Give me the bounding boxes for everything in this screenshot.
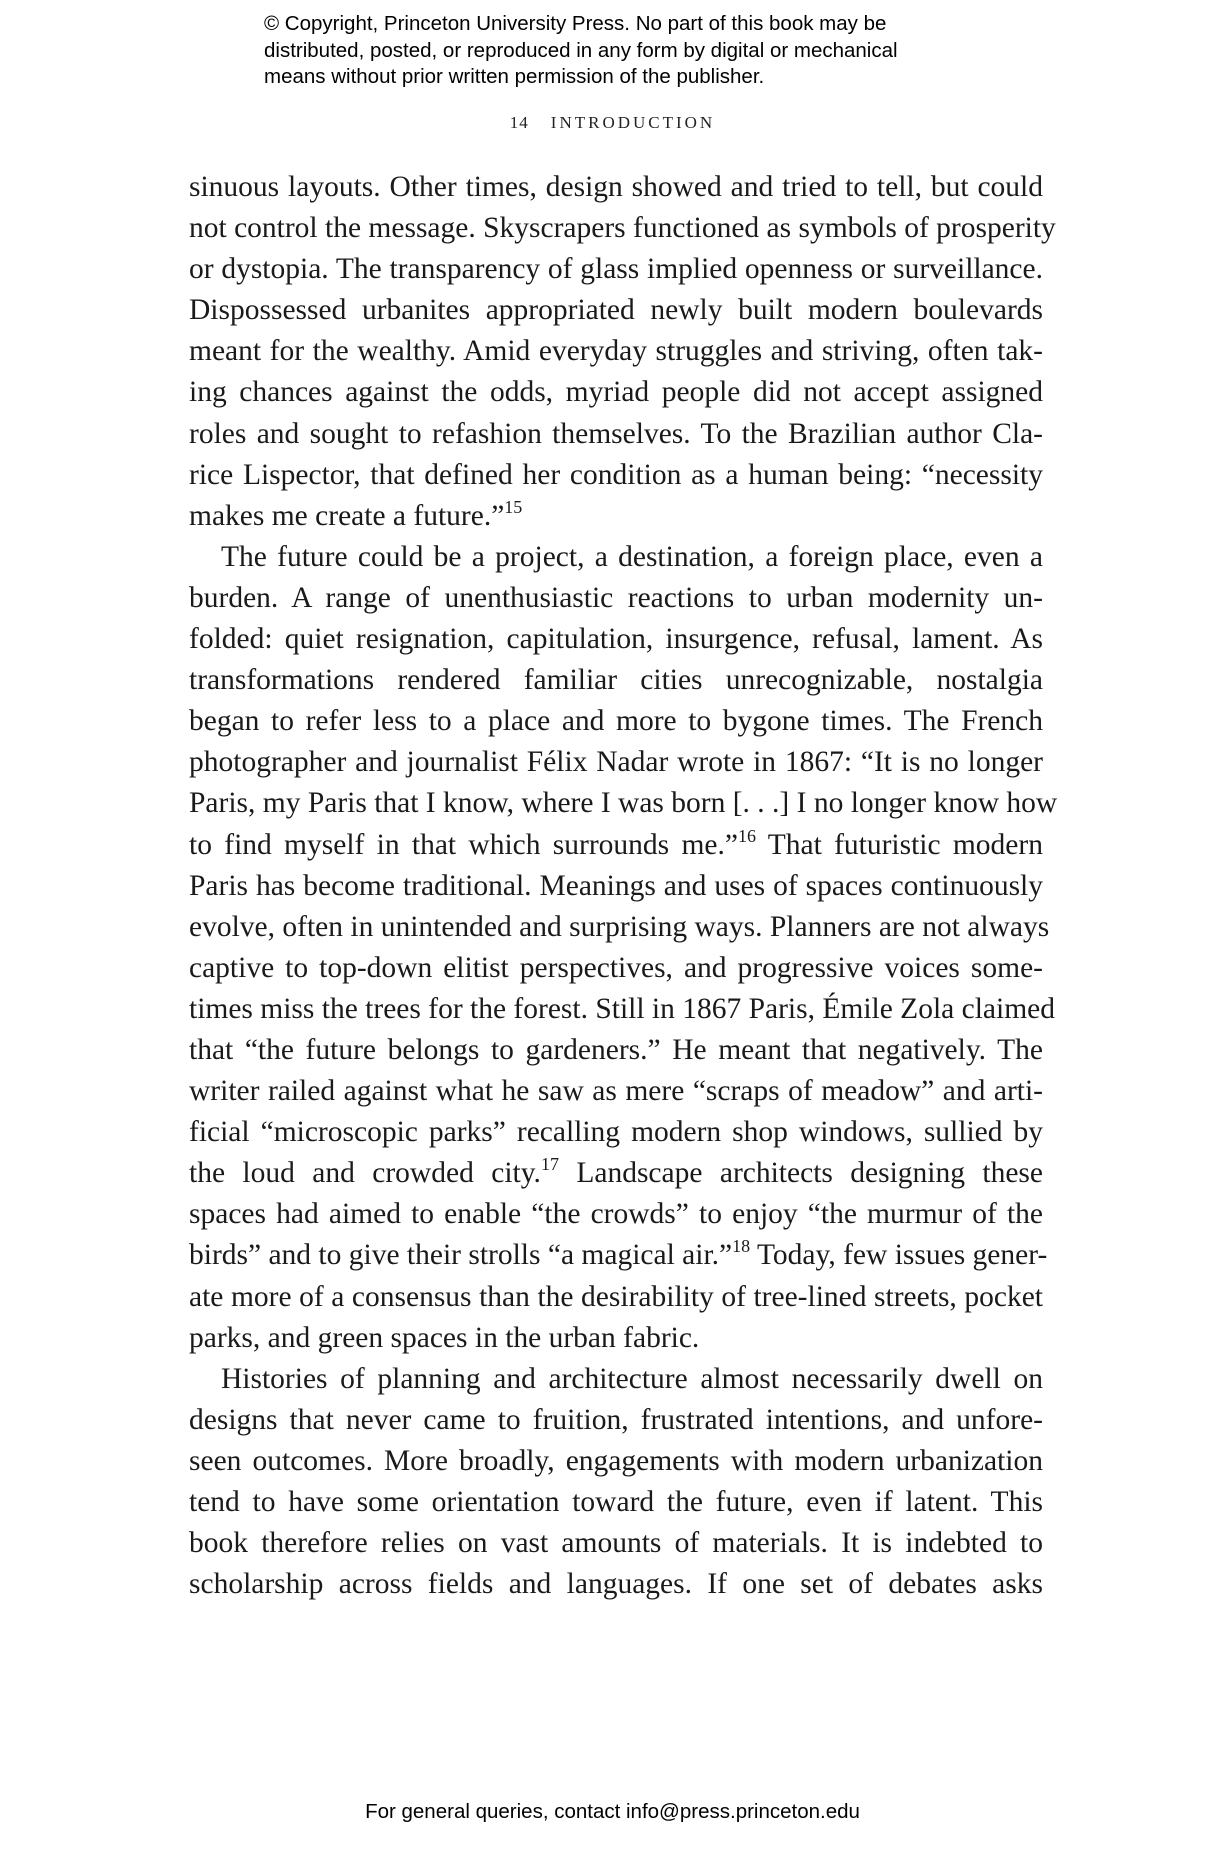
line-text: birds” and to give their strolls “a magical air.” — [189, 1239, 733, 1272]
text-line — [189, 742, 1043, 783]
text-line — [189, 1482, 1043, 1523]
text-line — [189, 1359, 1043, 1400]
line-text-continued: Landscape architects designing these — [558, 1157, 1043, 1190]
line-text: that “the future belongs to gardeners.” He meant that negatively. The — [189, 1033, 1043, 1066]
line-text: or dystopia. The transparency of glass implied openness or surveillance. — [189, 253, 1043, 286]
line-text: meant for the wealthy. Amid everyday struggles and striving, often tak- — [189, 335, 1043, 368]
line-text: burden. A range of unenthusiastic reactions to urban modernity un- — [189, 581, 1043, 614]
footnote-marker: 18 — [732, 1236, 751, 1257]
text-line — [189, 948, 1043, 989]
text-line — [189, 414, 1043, 455]
line-text-continued: That futuristic modern — [755, 828, 1043, 861]
copyright-line: © Copyright, Princeton University Press. No part of this book may be — [264, 12, 887, 35]
text-line — [189, 537, 1043, 578]
text-line — [189, 825, 1043, 866]
line-text: Histories of planning and architecture almost necessarily dwell on — [221, 1362, 1043, 1395]
line-text: ate more of a consensus than the desirability of tree-lined streets, pocket — [189, 1280, 1043, 1313]
text-line — [189, 660, 1043, 701]
text-line — [189, 1235, 1048, 1276]
line-text: tend to have some orientation toward the future, even if latent. This — [189, 1486, 1043, 1518]
line-text: the loud and crowded city. — [189, 1157, 541, 1190]
line-text: to find myself in that which surrounds me.” — [189, 828, 738, 861]
footnote-marker: 17 — [540, 1154, 559, 1175]
line-text: parks, and green spaces in the urban fabric. — [189, 1321, 700, 1354]
text-line — [189, 1441, 1043, 1482]
line-text: writer railed against what he saw as mere “scraps of meadow” and arti- — [189, 1075, 1043, 1108]
section-title: INTRODUCTION — [550, 113, 716, 132]
line-text: Dispossessed urbanites appropriated newly built modern boulevards — [189, 294, 1043, 327]
copyright-notice — [264, 11, 984, 91]
text-line — [189, 290, 1043, 331]
text-line — [189, 1194, 1043, 1235]
text-line — [189, 907, 1050, 948]
line-text: began to refer less to a place and more to bygone times. The French — [189, 705, 1043, 738]
footnote-marker: 15 — [504, 496, 523, 517]
text-line — [189, 249, 1043, 290]
text-line — [189, 167, 1043, 208]
line-text: times miss the trees for the forest. Still in 1867 Paris, Émile Zola claimed — [189, 992, 1055, 1025]
text-line — [189, 1318, 1043, 1359]
text-line — [189, 1277, 1043, 1318]
body-text — [189, 167, 1058, 1605]
copyright-line: distributed, posted, or reproduced in any form by digital or mechanical — [264, 38, 898, 62]
text-line — [189, 1523, 1043, 1564]
page-number: 14 — [509, 113, 529, 132]
line-text: photographer and journalist Félix Nadar wrote in 1867: “It is no longer — [189, 746, 1043, 779]
copyright-line: means without prior written permission of the publisher. — [264, 65, 765, 88]
text-line — [189, 1071, 1043, 1112]
text-line — [189, 372, 1043, 413]
running-head — [0, 113, 1225, 133]
line-text: captive to top-down elitist perspectives, and progressive voices some- — [189, 951, 1043, 984]
text-line — [189, 496, 1043, 537]
line-text: ing chances against the odds, myriad people did not accept assigned — [189, 376, 1043, 409]
text-line — [189, 331, 1043, 372]
line-text: sinuous layouts. Other times, design showed and tried to tell, but could — [189, 171, 1043, 203]
line-text: spaces had aimed to enable “the crowds” to enjoy “the murmur of the — [189, 1198, 1043, 1231]
line-text: Paris, my Paris that I know, where I was born [. . .] I no longer know how — [189, 787, 1058, 820]
line-text: ficial “microscopic parks” recalling modern shop windows, sullied by — [189, 1116, 1043, 1149]
text-line — [189, 455, 1043, 496]
text-line — [189, 208, 1056, 249]
line-text-continued: Today, few issues gener- — [750, 1239, 1048, 1272]
line-text: seen outcomes. More broadly, engagements with modern urbanization — [189, 1444, 1043, 1477]
line-text: designs that never came to fruition, frustrated intentions, and unfore- — [189, 1403, 1043, 1436]
line-text: rice Lispector, that defined her condition as a human being: “necessity — [189, 458, 1043, 491]
line-text: book therefore relies on vast amounts of materials. It is indebted to — [189, 1527, 1043, 1560]
line-text: transformations rendered familiar cities unrecognizable, nostalgia — [189, 664, 1043, 697]
line-text: folded: quiet resignation, capitulation, insurgence, refusal, lament. As — [189, 623, 1043, 656]
text-line — [189, 1112, 1043, 1153]
text-line — [189, 1153, 1043, 1194]
line-text: makes me create a future.” — [189, 499, 505, 532]
text-line — [189, 1564, 1043, 1605]
text-line — [189, 783, 1058, 824]
line-text: evolve, often in unintended and surprising ways. Planners are not always — [189, 910, 1050, 943]
footer-contact: For general queries, contact info@press.princeton.edu — [365, 1800, 860, 1823]
text-line — [189, 1030, 1043, 1071]
line-text: roles and sought to refashion themselves. To the Brazilian author Cla- — [189, 417, 1043, 450]
text-line — [189, 578, 1043, 619]
text-line — [189, 989, 1055, 1030]
text-line — [189, 619, 1043, 660]
text-line — [189, 1400, 1043, 1441]
footnote-marker: 16 — [737, 825, 756, 846]
line-text: not control the message. Skyscrapers functioned as symbols of prosperity — [189, 212, 1056, 245]
line-text: The future could be a project, a destination, a foreign place, even a — [221, 540, 1043, 573]
text-line — [189, 701, 1043, 742]
line-text: Paris has become traditional. Meanings and uses of spaces continuously — [189, 869, 1043, 902]
line-text: scholarship across fields and languages. If one set of debates asks — [189, 1568, 1043, 1601]
text-line — [189, 866, 1043, 907]
